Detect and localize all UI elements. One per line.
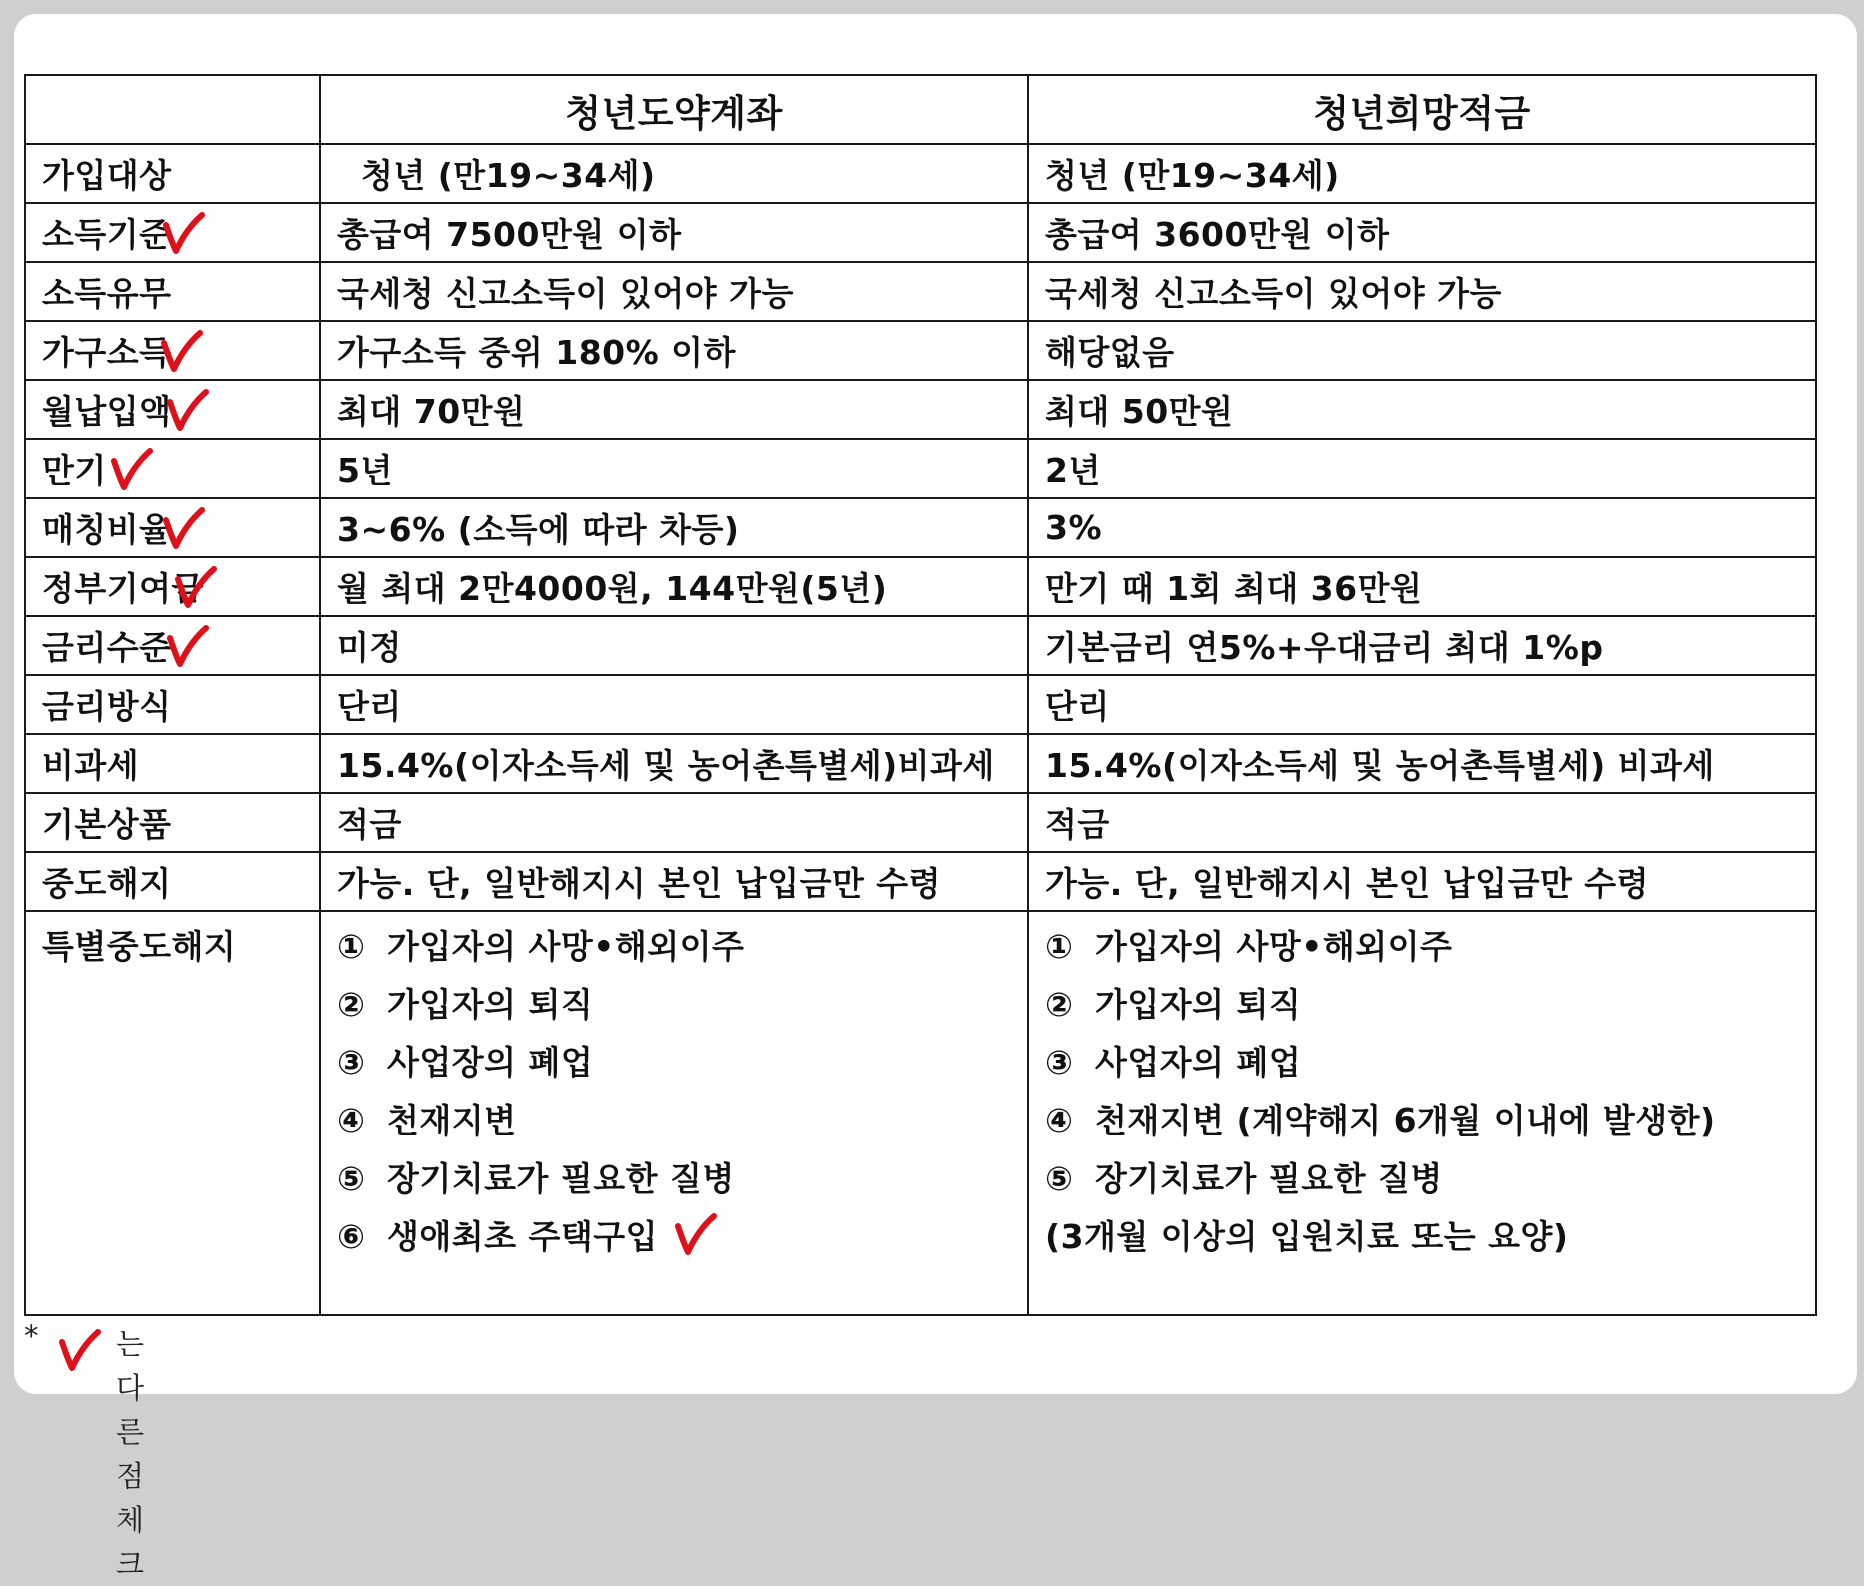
youth-hope-value-cell <box>1028 498 1816 557</box>
youth-leap-value-cell <box>320 557 1028 616</box>
row-label: 중도해지 <box>42 864 172 903</box>
item-number: ③ <box>1045 1043 1074 1082</box>
red-checkmark-icon <box>672 1210 720 1258</box>
youth-leap-value-cell <box>320 852 1028 911</box>
youth-hope-value: 단리 <box>1045 687 1110 726</box>
youth-leap-value: 단리 <box>337 687 402 726</box>
table-row <box>25 498 1816 557</box>
list-item <box>337 918 1027 976</box>
youth-leap-value-cell <box>320 380 1028 439</box>
comparison-table <box>24 74 1817 1316</box>
item-text: (3개월 이상의 입원치료 또는 요양) <box>1045 1217 1569 1256</box>
youth-hope-value: 청년 (만19~34세) <box>1045 156 1340 195</box>
red-checkmark-icon <box>164 622 212 670</box>
header-youth-leap-account: 청년도약계좌 <box>320 75 1028 144</box>
table-row <box>25 734 1816 793</box>
row-label-cell <box>25 911 320 1315</box>
youth-leap-value: 가능. 단, 일반해지시 본인 납입금만 수령 <box>337 864 942 903</box>
youth-leap-value: 최대 70만원 <box>337 392 526 431</box>
row-label: 가구소득 <box>42 333 172 372</box>
youth-leap-value: 5년 <box>337 451 393 490</box>
special-termination-row <box>25 911 1816 1315</box>
item-number: ② <box>1045 985 1074 1024</box>
item-text: 가입자의 퇴직 <box>387 985 594 1024</box>
row-label: 월납입액 <box>42 392 172 431</box>
youth-hope-value: 기본금리 연5%+우대금리 최대 1%p <box>1045 628 1604 667</box>
row-label-cell <box>25 616 320 675</box>
list-item <box>1045 1092 1815 1150</box>
item-number: ⑤ <box>1045 1159 1074 1198</box>
row-label: 특별중도해지 <box>42 927 237 966</box>
row-label-cell <box>25 498 320 557</box>
row-label-cell <box>25 734 320 793</box>
header-row <box>25 75 1816 144</box>
table-row <box>25 616 1816 675</box>
youth-hope-value-cell <box>1028 380 1816 439</box>
list-item <box>1045 1150 1815 1208</box>
table-row <box>25 557 1816 616</box>
item-number: ① <box>1045 927 1074 966</box>
row-label-cell <box>25 321 320 380</box>
youth-leap-value-cell <box>320 675 1028 734</box>
youth-leap-value-cell <box>320 734 1028 793</box>
item-text: 천재지변 (계약해지 6개월 이내에 발생한) <box>1095 1101 1716 1140</box>
youth-hope-value: 국세청 신고소득이 있어야 가능 <box>1045 274 1502 313</box>
youth-leap-value-cell <box>320 793 1028 852</box>
row-label: 기본상품 <box>42 805 172 844</box>
youth-hope-value-cell <box>1028 675 1816 734</box>
youth-hope-value: 가능. 단, 일반해지시 본인 납입금만 수령 <box>1045 864 1650 903</box>
red-checkmark-icon <box>158 327 206 375</box>
youth-leap-value-cell <box>320 144 1028 203</box>
youth-hope-value: 3% <box>1045 508 1103 547</box>
youth-hope-value-cell <box>1028 734 1816 793</box>
red-checkmark-icon <box>160 209 208 257</box>
table-row <box>25 380 1816 439</box>
header-empty-cell <box>25 75 320 144</box>
youth-hope-value: 적금 <box>1045 805 1110 844</box>
youth-hope-value: 15.4%(이자소득세 및 농어촌특별세) 비과세 <box>1045 746 1715 785</box>
row-label-cell <box>25 144 320 203</box>
youth-hope-value: 해당없음 <box>1045 333 1175 372</box>
youth-hope-value: 만기 때 1회 최대 36만원 <box>1045 569 1423 608</box>
red-checkmark-icon <box>108 445 156 493</box>
youth-hope-value: 총급여 3600만원 이하 <box>1045 215 1390 254</box>
youth-leap-value: 3~6% (소득에 따라 차등) <box>337 510 740 549</box>
list-item <box>1045 1034 1815 1092</box>
list-item <box>1045 1208 1815 1266</box>
youth-leap-value-cell <box>320 203 1028 262</box>
youth-leap-special-cell <box>320 911 1028 1315</box>
row-label-cell <box>25 439 320 498</box>
youth-hope-value-cell <box>1028 203 1816 262</box>
row-label: 소득유무 <box>42 274 172 313</box>
youth-leap-value: 월 최대 2만4000원, 144만원(5년) <box>337 569 888 608</box>
red-checkmark-icon <box>160 504 208 552</box>
row-label: 금리수준 <box>42 628 172 667</box>
youth-leap-value: 총급여 7500만원 이하 <box>337 215 682 254</box>
item-number: ② <box>337 985 366 1024</box>
row-label-cell <box>25 793 320 852</box>
item-text: 가입자의 사망•해외이주 <box>1095 927 1453 966</box>
row-label-cell <box>25 675 320 734</box>
row-label-cell <box>25 852 320 911</box>
item-text: 가입자의 사망•해외이주 <box>387 927 745 966</box>
item-number: ⑥ <box>337 1217 366 1256</box>
item-number: ④ <box>337 1101 366 1140</box>
item-text: 사업자의 폐업 <box>1095 1043 1302 1082</box>
youth-hope-value-cell <box>1028 321 1816 380</box>
list-item <box>337 1208 1027 1266</box>
table-row <box>25 262 1816 321</box>
list-item <box>337 1092 1027 1150</box>
row-label: 가입대상 <box>42 156 172 195</box>
table-row <box>25 321 1816 380</box>
youth-leap-value-cell <box>320 498 1028 557</box>
youth-leap-value: 청년 (만19~34세) <box>337 156 656 195</box>
item-text: 생애최초 주택구입 <box>387 1217 659 1256</box>
red-checkmark-icon <box>172 563 220 611</box>
youth-leap-value: 가구소득 중위 180% 이하 <box>337 333 736 372</box>
youth-hope-value-cell <box>1028 793 1816 852</box>
table-row <box>25 144 1816 203</box>
youth-leap-value: 적금 <box>337 805 402 844</box>
item-number: ③ <box>337 1043 366 1082</box>
item-text: 가입자의 퇴직 <box>1095 985 1302 1024</box>
item-text: 장기치료가 필요한 질병 <box>1095 1159 1443 1198</box>
table-row <box>25 793 1816 852</box>
item-text: 사업장의 폐업 <box>387 1043 594 1082</box>
item-number: ⑤ <box>337 1159 366 1198</box>
table-row <box>25 439 1816 498</box>
table-row <box>25 852 1816 911</box>
footnote-asterisk: * <box>24 1319 39 1353</box>
list-item <box>1045 918 1815 976</box>
youth-leap-value-cell <box>320 616 1028 675</box>
list-item <box>337 1150 1027 1208</box>
row-label-cell <box>25 262 320 321</box>
list-item <box>1045 976 1815 1034</box>
youth-leap-value: 미정 <box>337 628 402 667</box>
youth-hope-special-cell <box>1028 911 1816 1315</box>
youth-hope-value-cell <box>1028 439 1816 498</box>
youth-hope-value-cell <box>1028 616 1816 675</box>
item-text: 장기치료가 필요한 질병 <box>387 1159 735 1198</box>
youth-leap-value: 15.4%(이자소득세 및 농어촌특별세)비과세 <box>337 746 995 785</box>
row-label: 매칭비율 <box>42 510 172 549</box>
red-checkmark-icon <box>164 386 212 434</box>
row-label: 만기 <box>42 451 107 490</box>
youth-hope-value: 최대 50만원 <box>1045 392 1234 431</box>
youth-leap-value-cell <box>320 321 1028 380</box>
list-item <box>337 976 1027 1034</box>
youth-hope-value-cell <box>1028 144 1816 203</box>
footnote-text: 는 다른 점 체크 <box>116 1327 149 1581</box>
youth-leap-value-cell <box>320 262 1028 321</box>
youth-hope-value: 2년 <box>1045 451 1101 490</box>
row-label-cell <box>25 203 320 262</box>
item-number: ④ <box>1045 1101 1074 1140</box>
row-label: 금리방식 <box>42 687 172 726</box>
red-checkmark-icon <box>56 1326 104 1374</box>
header-youth-hope-savings: 청년희망적금 <box>1028 75 1816 144</box>
youth-hope-value-cell <box>1028 557 1816 616</box>
youth-leap-value: 국세청 신고소득이 있어야 가능 <box>337 274 794 313</box>
table-row <box>25 203 1816 262</box>
row-label-cell <box>25 557 320 616</box>
table-row <box>25 675 1816 734</box>
row-label: 비과세 <box>42 746 140 785</box>
row-label: 정부기여금 <box>42 569 204 608</box>
list-item <box>337 1034 1027 1092</box>
youth-hope-value-cell <box>1028 262 1816 321</box>
item-number: ① <box>337 927 366 966</box>
row-label: 소득기준 <box>42 215 172 254</box>
youth-leap-value-cell <box>320 439 1028 498</box>
youth-hope-value-cell <box>1028 852 1816 911</box>
item-text: 천재지변 <box>387 1101 517 1140</box>
row-label-cell <box>25 380 320 439</box>
